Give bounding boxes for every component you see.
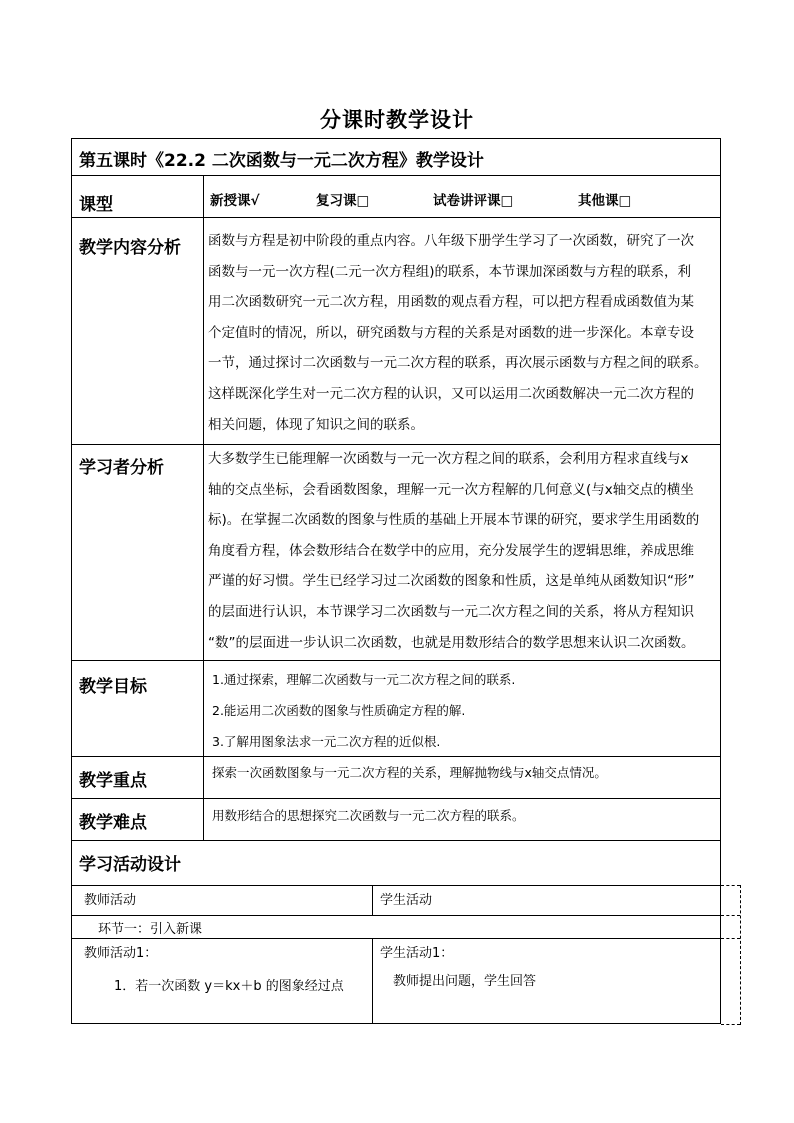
learner-analysis-line: 的层面进行认识，本节课学习二次函数与一元二次方程之间的关系，将从方程知识	[208, 603, 694, 620]
objective-item: 3.了解用图象法求一元二次方程的近似根.	[212, 734, 441, 749]
content-analysis-line: 用二次函数研究一元二次方程，用函数的观点看方程，可以把方程看成函数值为某	[208, 294, 694, 311]
learner-analysis-line: 严谨的好习惯。学生已经学习过二次函数的图象和性质，这是单纯从函数知识“形”	[208, 573, 695, 590]
content-analysis-text	[208, 226, 716, 440]
content-analysis-line: 这样既深化学生对一元二次方程的认识，又可以运用二次函数解决一元二次方程的	[208, 385, 694, 402]
objective-item: 1.通过探索，理解二次函数与一元二次方程之间的联系.	[212, 672, 516, 687]
difficulties-label: 教学难点	[79, 813, 147, 833]
class-type-option-review: 复习课□	[316, 193, 370, 209]
learner-analysis-line: “数”的层面进一步认识二次函数，也就是用数形结合的数学思想来认识二次函数。	[208, 634, 695, 651]
column-divider	[372, 885, 373, 915]
row-divider	[71, 915, 721, 916]
activity-table-border	[721, 1024, 740, 1025]
row-divider	[71, 660, 721, 661]
content-analysis-line: 函数与方程是初中阶段的重点内容。八年级下册学生学习了一次函数，研究了一次	[208, 233, 694, 249]
row-divider	[71, 217, 721, 218]
learner-analysis-line: 标)。在掌握二次函数的图象与性质的基础上开展本节课的研究，要求学生用函数的	[208, 512, 700, 529]
teacher-activity-header: 教师活动	[84, 893, 137, 908]
learner-analysis-line: 轴的交点坐标，会看函数图象，理解一元一次方程解的几何意义(与x轴交点的横坐	[208, 481, 694, 498]
page-title: 分课时教学设计	[320, 108, 474, 132]
lesson-title: 第五课时《22.2 二次函数与一元二次方程》教学设计	[79, 151, 484, 171]
difficulties-text: 用数形结合的思想探究二次函数与一元二次方程的联系。	[212, 808, 525, 823]
student-activity-text: 教师提出问题，学生回答	[393, 974, 537, 989]
key-points-label: 教学重点	[79, 771, 147, 791]
objective-item: 2.能运用二次函数的图象与性质确定方程的解.	[212, 703, 466, 718]
activity-table-border	[740, 885, 741, 1025]
class-type-option-new: 新授课√	[210, 193, 260, 209]
key-points-text: 探索一次函数图象与一元二次方程的关系，理解抛物线与x轴交点情况。	[212, 765, 607, 780]
content-analysis-line: 一节，通过探讨二次函数与一元二次方程的联系，再次展示函数与方程之间的联系。	[208, 355, 708, 372]
content-analysis-label: 教学内容分析	[79, 238, 181, 258]
row-divider	[71, 840, 721, 841]
column-divider	[203, 175, 204, 840]
activity-table-border	[721, 915, 740, 916]
activity-design-label: 学习活动设计	[79, 855, 181, 875]
row-divider	[71, 938, 721, 939]
row-divider	[71, 756, 721, 757]
teacher-activity-label: 教师活动1：	[84, 946, 158, 961]
row-divider	[71, 175, 721, 176]
activity-table-border	[721, 885, 740, 886]
learner-analysis-line: 角度看方程，体会数形结合在数学中的应用，充分发展学生的逻辑思维，养成思维	[208, 542, 694, 559]
content-analysis-line: 相关问题，体现了知识之间的联系。	[208, 416, 424, 433]
row-divider	[71, 885, 721, 886]
student-activity-label: 学生活动1：	[380, 946, 454, 961]
learner-analysis-text	[208, 444, 716, 658]
column-divider	[372, 938, 373, 1024]
student-activity-header: 学生活动	[380, 893, 433, 908]
content-analysis-line: 个定值时的情况，所以，研究函数与方程的关系是对函数的进一步深化。本章专设	[208, 324, 694, 341]
content-analysis-line: 函数与一元一次方程(二元一次方程组)的联系，本节课加深函数与方程的联系，利	[208, 263, 692, 280]
class-type-option-exam-review: 试卷讲评课□	[433, 193, 514, 209]
objectives-label: 教学目标	[79, 677, 147, 697]
row-divider	[71, 798, 721, 799]
stage-title: 环节一：引入新课	[98, 922, 203, 937]
teacher-activity-text: 1．若一次函数 y＝kx＋b 的图象经过点	[114, 979, 344, 994]
class-type-option-other: 其他课□	[578, 193, 632, 209]
activity-table-border	[721, 938, 740, 939]
class-type-label: 课型	[79, 195, 113, 215]
learner-analysis-label: 学习者分析	[79, 458, 164, 478]
learner-analysis-line: 大多数学生已能理解一次函数与一元一次方程之间的联系，会利用方程求直线与x	[208, 451, 689, 467]
